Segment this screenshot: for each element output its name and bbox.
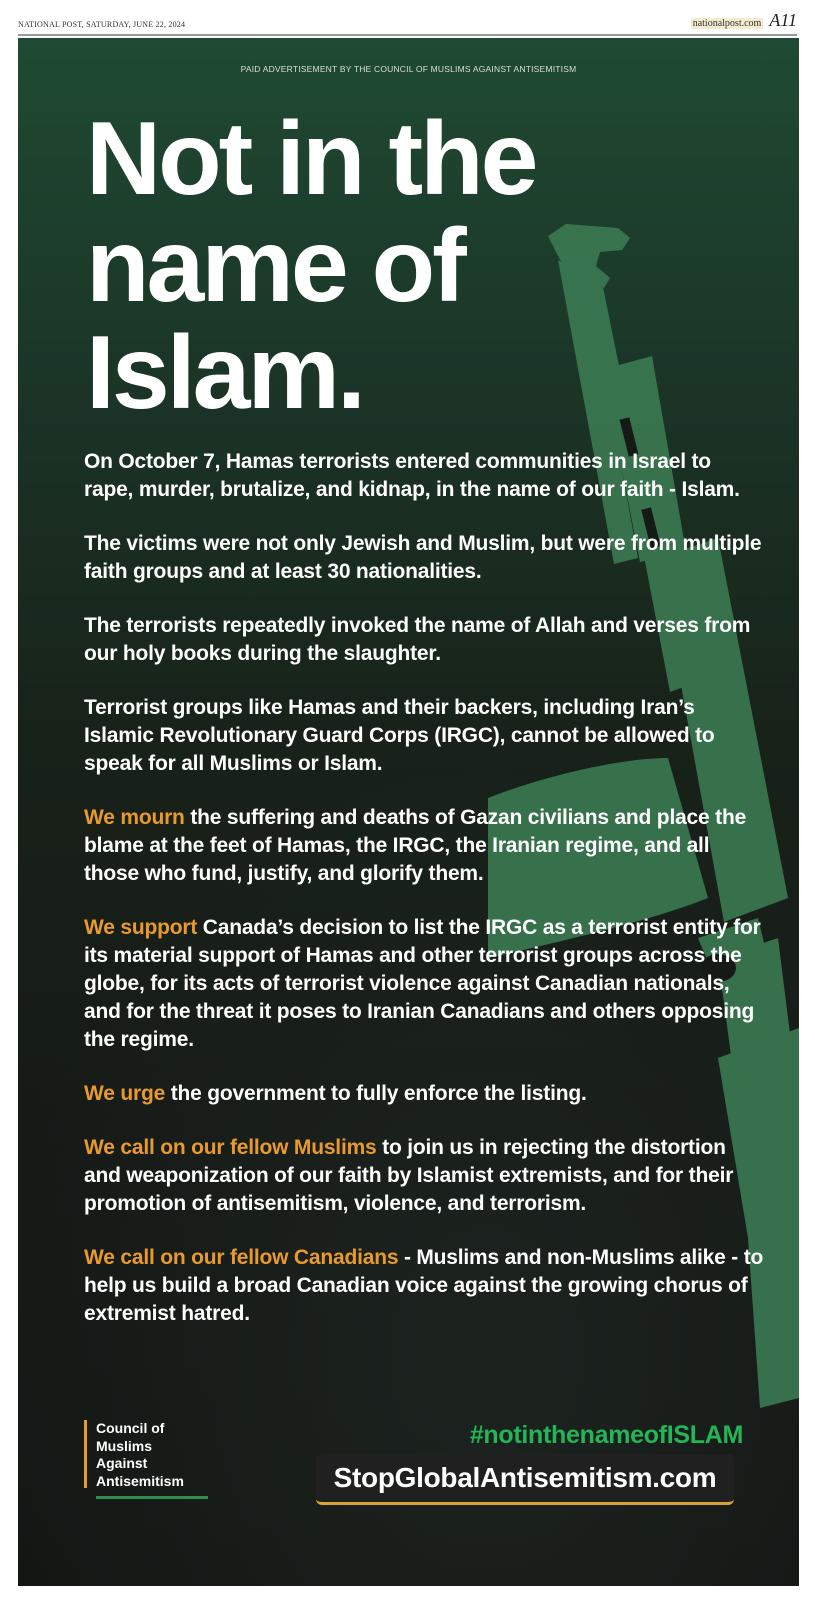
advertisement [18,38,799,1586]
headline-line: Islam. [86,315,363,431]
masthead-right [691,10,797,31]
logo-line: Antisemitism [96,1472,184,1489]
ad-body [84,448,764,1354]
paragraph-text: The victims were not only Jewish and Muslim, but were from multiple faith groups and at least 30 nationalities. [84,532,762,583]
masthead-date: NATIONAL POST, SATURDAY, JUNE 22, 2024 [18,20,186,29]
paragraph [84,1244,764,1328]
paragraph-text: to join us in rejecting the distortion and weaponization of our faith by Islamist extremists, and for their promotion of antisemitism, violence, and terrorism. [84,1136,734,1215]
paragraph [84,448,764,504]
paragraph-lead: We mourn [84,806,185,829]
paragraph-lead: We call on our fellow Canadians [84,1246,399,1269]
paragraph-text: the government to fully enforce the listing. [165,1082,587,1105]
page-number: A11 [769,10,797,30]
paragraph-text: the suffering and deaths of Gazan civilians and place the blame at the feet of Hamas, the IRGC, the Iranian regime, and all those who fund, justify, and glorify them. [84,806,747,885]
paragraph-text: - Muslims and non-Muslims alike - to help us build a broad Canadian voice against the growing chorus of extremist hatred. [84,1246,764,1325]
website-link[interactable]: StopGlobalAntisemitism.com [316,1454,734,1505]
paragraph-text: Canada’s decision to list the IRGC as a terrorist entity for its material support of Hamas and other terrorist groups across the globe, for its acts of terrorist violence against Canadian nationals, and for the threat it poses to Iranian Canadians and others opposing the regime. [84,916,761,1051]
newspaper-masthead [18,8,797,36]
logo-accent-bar [84,1420,87,1488]
paragraph-lead: We urge [84,1082,166,1105]
paragraph-text: On October 7, Hamas terrorists entered communities in Israel to rape, murder, brutalize, and kidnap, in the name of our faith - Islam. [84,450,740,501]
paragraph [84,612,764,668]
council-logo [84,1420,214,1500]
headline-line: name of [86,208,464,324]
logo-line: Against [96,1455,148,1471]
paragraph [84,1080,764,1108]
paragraph-lead: We call on our fellow Muslims [84,1136,377,1159]
logo-line: Muslims [96,1437,153,1454]
paid-advertisement-notice: PAID ADVERTISEMENT BY THE COUNCIL OF MUSLIMS AGAINST ANTISEMITISM [240,64,577,74]
headline [86,101,606,431]
headline-line: Not in the [86,101,536,217]
paragraph [84,530,764,586]
logo-line: Council of [96,1420,165,1436]
paragraph-text: Terrorist groups like Hamas and their backers, including Iran’s Islamic Revolutionary Guard Corps (IRGC), cannot be allowed to speak for all Muslims or Islam. [84,696,715,775]
paragraph-lead: We support [84,916,198,939]
hashtag: #notinthenameofISLAM [469,1421,743,1449]
paragraph [84,804,764,888]
logo-text [96,1420,184,1490]
paragraph [84,1134,764,1218]
paragraph-text: The terrorists repeatedly invoked the name of Allah and verses from our holy books during the slaughter. [84,614,751,665]
logo-underline [96,1496,208,1499]
paragraph [84,914,764,1054]
masthead-site: nationalpost.com [692,18,762,29]
paragraph [84,694,764,778]
